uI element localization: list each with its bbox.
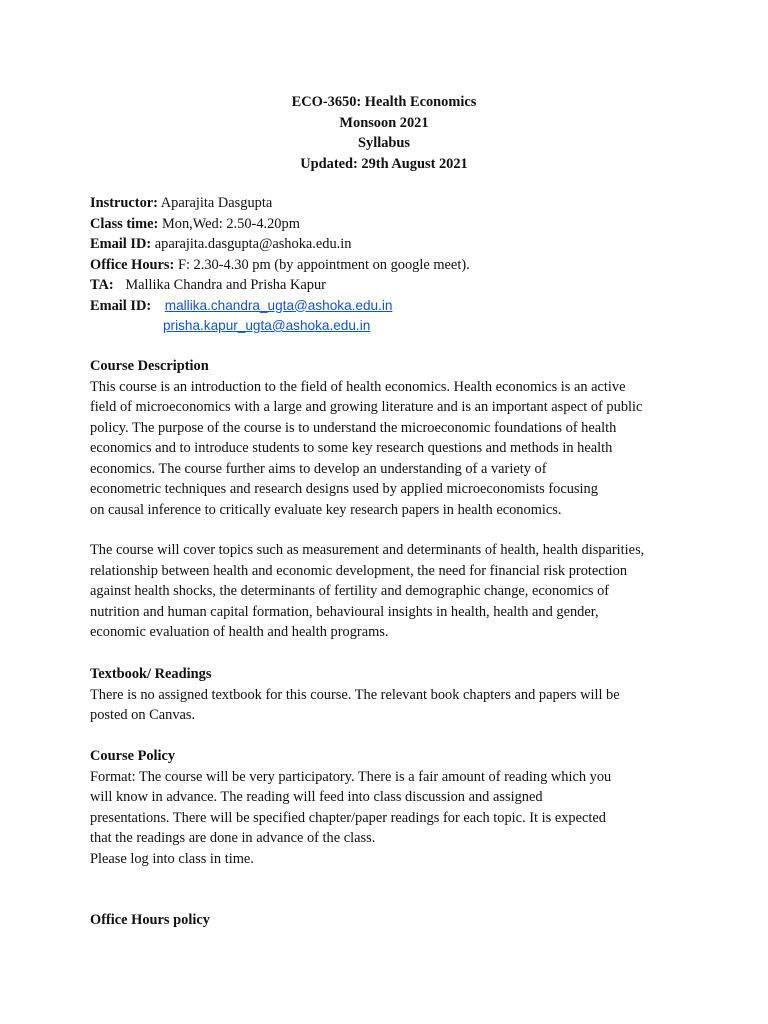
paragraph-line: economic evaluation of health and health programs. xyxy=(90,624,389,640)
ta-email-line xyxy=(90,296,680,317)
textbook-section xyxy=(90,664,680,726)
email-label: Email ID: xyxy=(90,236,152,252)
ta-email-link-1[interactable]: mallika.chandra_ugta@ashoka.edu.in xyxy=(164,297,393,313)
email-value: aparajita.dasgupta@ashoka.edu.in xyxy=(154,236,352,252)
paragraph-line: on causal inference to critically evaluate key research papers in health economics. xyxy=(90,501,562,518)
ta-email-line-2 xyxy=(90,316,680,337)
class-time-value: Mon,Wed: 2.50-4.20pm xyxy=(161,215,300,232)
course-description-heading: Course Description xyxy=(90,358,209,374)
ta-email-link-2[interactable]: prisha.kapur_ugta@ashoka.edu.in xyxy=(163,318,371,333)
doc-type: Syllabus xyxy=(358,135,410,151)
course-description-para-1 xyxy=(90,377,680,521)
course-title: ECO-3650: Health Economics xyxy=(291,94,477,110)
ta-email-label: Email ID: xyxy=(90,297,152,314)
paragraph-line: economics and to introduce students to some key research questions and methods in health xyxy=(90,440,613,456)
paragraph-line: There is no assigned textbook for this course. The relevant book chapters and papers will be xyxy=(90,686,620,703)
course-description-section xyxy=(90,356,680,643)
paragraph-line: econometric techniques and research designs used by applied microeconomists focusing xyxy=(90,481,598,497)
office-hours-label: Office Hours: xyxy=(90,256,175,273)
paragraph-line: economics. The course further aims to develop an understanding of a variety of xyxy=(90,460,547,477)
course-info xyxy=(90,193,680,337)
document-header xyxy=(0,92,768,174)
class-time-line xyxy=(90,214,680,235)
class-time-label: Class time: xyxy=(90,215,159,232)
term: Monsoon 2021 xyxy=(339,114,429,131)
paragraph-line: relationship between health and economic development, the need for financial risk protection xyxy=(90,562,628,579)
ta-line xyxy=(90,275,680,296)
ta-value: Mallika Chandra and Prisha Kapur xyxy=(125,277,326,293)
instructor-value: Aparajita Dasgupta xyxy=(160,195,273,211)
paragraph-line: field of microeconomics with a large and growing literature and is an important aspect of public xyxy=(90,399,643,415)
course-policy-heading: Course Policy xyxy=(90,748,176,764)
paragraph-line: that the readings are done in advance of the class. xyxy=(90,830,376,846)
email-line xyxy=(90,234,680,255)
course-policy-section xyxy=(90,746,680,869)
ta-label: TA: xyxy=(90,277,114,293)
paragraph-line: presentations. There will be specified chapter/paper readings for each topic. It is expected xyxy=(90,809,606,826)
paragraph-line: The course will cover topics such as measurement and determinants of health, health disparities, xyxy=(90,542,645,558)
paragraph-line: will know in advance. The reading will feed into class discussion and assigned xyxy=(90,789,543,805)
paragraph-line: against health shocks, the determinants of fertility and demographic change, economics of xyxy=(90,583,610,599)
instructor-label: Instructor: xyxy=(90,195,158,211)
paragraph-line: Format: The course will be very participatory. There is a fair amount of reading which you xyxy=(90,768,612,785)
paragraph-line: This course is an introduction to the field of health economics. Health economics is an active xyxy=(90,378,626,395)
paragraph-line: policy. The purpose of the course is to understand the microeconomic foundations of health xyxy=(90,419,617,436)
office-hours-value: F: 2.30-4.30 pm (by appointment on google meet). xyxy=(177,256,470,273)
office-hours-policy-heading: Office Hours policy xyxy=(90,912,210,928)
instructor-line xyxy=(90,193,680,214)
paragraph-line: nutrition and human capital formation, behavioural insights in health, health and gender, xyxy=(90,603,599,620)
office-hours-policy-section xyxy=(90,910,680,931)
textbook-heading: Textbook/ Readings xyxy=(90,666,212,682)
course-description-para-2 xyxy=(90,540,680,643)
updated-date: Updated: 29th August 2021 xyxy=(300,155,468,172)
office-hours-line xyxy=(90,255,680,276)
paragraph-line: Please log into class in time. xyxy=(90,850,254,867)
paragraph-line: posted on Canvas. xyxy=(90,707,196,723)
